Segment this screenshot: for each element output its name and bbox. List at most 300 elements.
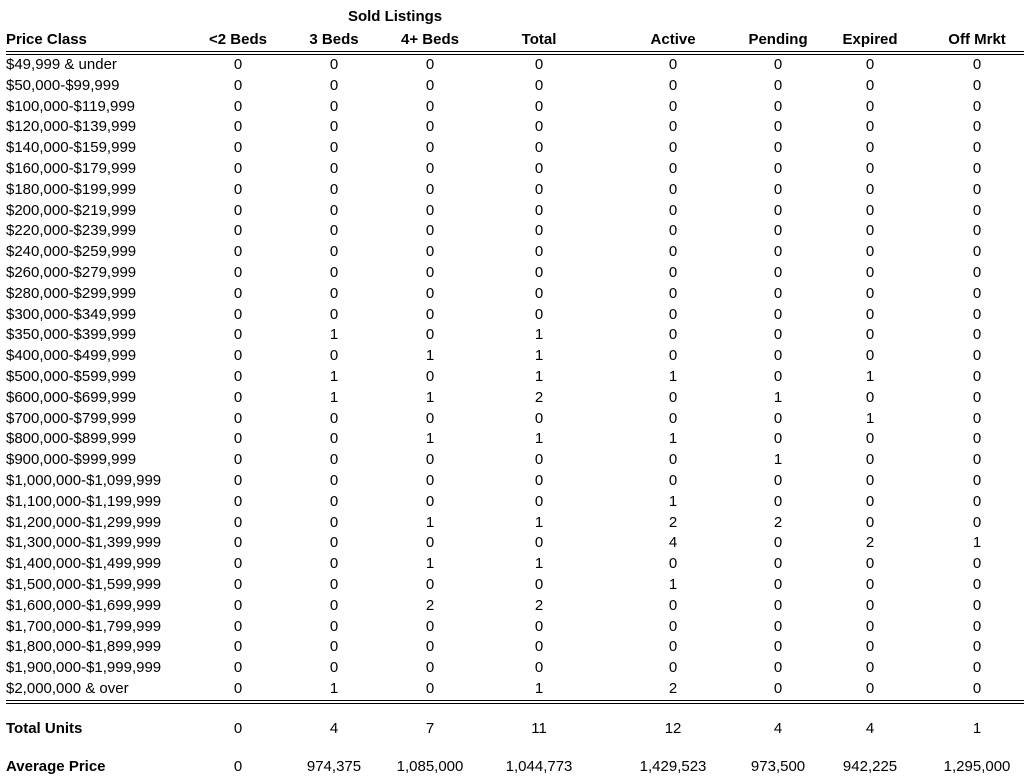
value-cell: 0 (773, 409, 783, 427)
price-class-cell: $220,000-$239,999 (6, 222, 137, 240)
value-cell: 0 (773, 430, 783, 448)
column-header: <2 Beds (190, 28, 286, 53)
value-cell: 0 (425, 76, 435, 94)
value-cell: 0 (865, 118, 875, 136)
value-cell: 0 (233, 201, 243, 219)
price-class-cell: $1,800,000-$1,899,999 (6, 638, 162, 656)
value-cell: 1 (534, 347, 544, 365)
total-units-row (6, 702, 1024, 754)
table-row (6, 97, 1024, 118)
value-cell: 0 (972, 243, 982, 261)
price-class-cell: $1,400,000-$1,499,999 (6, 555, 162, 573)
price-class-cell: $120,000-$139,999 (6, 118, 137, 136)
value-cell: 0 (972, 492, 982, 510)
price-class-cell: $180,000-$199,999 (6, 180, 137, 198)
total-units-value: 4 (773, 720, 783, 738)
value-cell: 1 (668, 367, 678, 385)
price-class-cell: $1,900,000-$1,999,999 (6, 659, 162, 677)
value-cell: 0 (233, 409, 243, 427)
table-row (6, 263, 1024, 284)
value-cell: 1 (534, 367, 544, 385)
value-cell: 0 (425, 659, 435, 677)
value-cell: 0 (425, 575, 435, 593)
table-row (6, 637, 1024, 658)
value-cell: 1 (773, 388, 783, 406)
table-row (6, 138, 1024, 159)
value-cell: 1 (329, 367, 339, 385)
value-cell: 0 (972, 388, 982, 406)
value-cell: 0 (534, 492, 544, 510)
value-cell: 2 (865, 534, 875, 552)
value-cell: 0 (668, 451, 678, 469)
value-cell: 0 (865, 513, 875, 531)
value-cell: 0 (972, 596, 982, 614)
value-cell: 0 (534, 76, 544, 94)
value-cell: 0 (668, 555, 678, 573)
value-cell: 2 (534, 388, 544, 406)
value-cell: 0 (865, 575, 875, 593)
total-units-value: 7 (425, 720, 435, 738)
value-cell: 0 (425, 617, 435, 635)
value-cell: 0 (329, 659, 339, 677)
value-cell: 0 (865, 284, 875, 302)
value-cell: 0 (534, 159, 544, 177)
value-cell: 0 (233, 617, 243, 635)
value-cell: 0 (425, 492, 435, 510)
group-header-spacer-right (600, 4, 1024, 28)
value-cell: 0 (972, 56, 982, 73)
value-cell: 0 (668, 659, 678, 677)
value-cell: 0 (233, 222, 243, 240)
table-row (6, 596, 1024, 617)
value-cell: 0 (534, 180, 544, 198)
table-row (6, 305, 1024, 326)
value-cell: 0 (773, 305, 783, 323)
value-cell: 0 (865, 243, 875, 261)
price-class-cell: $900,000-$999,999 (6, 451, 137, 469)
value-cell: 0 (668, 159, 678, 177)
value-cell: 1 (286, 679, 382, 702)
value-cell: 0 (668, 326, 678, 344)
value-cell: 0 (329, 638, 339, 656)
value-cell: 0 (972, 617, 982, 635)
price-class-cell: $350,000-$399,999 (6, 326, 137, 344)
value-cell: 0 (534, 659, 544, 677)
value-cell: 0 (773, 159, 783, 177)
value-cell: 0 (329, 180, 339, 198)
value-cell: 0 (329, 471, 339, 489)
value-cell: 0 (773, 326, 783, 344)
value-cell: 0 (746, 679, 810, 702)
value-cell: 0 (233, 555, 243, 573)
value-cell: 0 (329, 596, 339, 614)
average-price-value: 1,429,523 (639, 758, 707, 776)
value-cell: 0 (233, 284, 243, 302)
value-cell: 0 (534, 243, 544, 261)
table-row (6, 679, 1024, 702)
value-cell: 1 (534, 326, 544, 344)
value-cell: 0 (972, 305, 982, 323)
value-cell: 0 (773, 367, 783, 385)
value-cell: 0 (865, 180, 875, 198)
value-cell: 0 (668, 139, 678, 157)
value-cell: 0 (329, 575, 339, 593)
value-cell: 0 (534, 118, 544, 136)
table-row (6, 201, 1024, 222)
table-head (6, 4, 1024, 53)
value-cell: 0 (668, 305, 678, 323)
value-cell: 0 (773, 76, 783, 94)
value-cell: 0 (972, 118, 982, 136)
value-cell: 0 (233, 471, 243, 489)
value-cell: 0 (668, 97, 678, 115)
price-class-cell: $2,000,000 & over (6, 679, 190, 702)
average-price-value: 0 (233, 758, 243, 776)
value-cell: 0 (233, 575, 243, 593)
value-cell: 0 (972, 513, 982, 531)
value-cell: 0 (425, 159, 435, 177)
value-cell: 0 (972, 659, 982, 677)
value-cell: 0 (972, 409, 982, 427)
table-row (6, 575, 1024, 596)
value-cell: 0 (865, 56, 875, 73)
value-cell: 2 (534, 596, 544, 614)
column-header: Off Mrkt (930, 28, 1024, 53)
value-cell: 0 (972, 284, 982, 302)
value-cell: 0 (865, 326, 875, 344)
value-cell: 0 (534, 534, 544, 552)
column-header: Total (478, 28, 600, 53)
value-cell: 2 (773, 513, 783, 531)
value-cell: 0 (233, 451, 243, 469)
value-cell: 0 (425, 326, 435, 344)
total-units-value: 4 (329, 720, 339, 738)
value-cell: 0 (233, 305, 243, 323)
column-header: Expired (810, 28, 930, 53)
average-price-value: 1,044,773 (505, 758, 573, 776)
value-cell: 0 (534, 409, 544, 427)
value-cell: 0 (865, 555, 875, 573)
value-cell: 0 (233, 659, 243, 677)
value-cell: 0 (972, 367, 982, 385)
value-cell: 0 (668, 617, 678, 635)
value-cell: 0 (534, 575, 544, 593)
value-cell: 0 (972, 263, 982, 281)
value-cell: 0 (534, 97, 544, 115)
value-cell: 0 (668, 118, 678, 136)
value-cell: 0 (233, 139, 243, 157)
value-cell: 0 (773, 56, 783, 73)
table-foot (6, 702, 1024, 778)
value-cell: 0 (233, 326, 243, 344)
value-cell: 0 (773, 284, 783, 302)
table-row (6, 221, 1024, 242)
value-cell: 0 (972, 575, 982, 593)
value-cell: 0 (329, 284, 339, 302)
value-cell: 0 (233, 596, 243, 614)
value-cell: 1 (425, 347, 435, 365)
value-cell: 0 (233, 118, 243, 136)
value-cell: 1 (668, 575, 678, 593)
value-cell: 0 (773, 534, 783, 552)
value-cell: 0 (534, 638, 544, 656)
total-units-value: 4 (865, 720, 875, 738)
table-row (6, 53, 1024, 76)
value-cell: 0 (930, 679, 1024, 702)
value-cell: 0 (773, 222, 783, 240)
price-class-cell: $600,000-$699,999 (6, 388, 137, 406)
value-cell: 0 (865, 97, 875, 115)
total-units-label: Total Units (6, 720, 83, 738)
value-cell: 1 (534, 430, 544, 448)
value-cell: 1 (865, 409, 875, 427)
value-cell: 1 (972, 534, 982, 552)
average-price-value: 1,295,000 (943, 758, 1011, 776)
value-cell: 1 (668, 492, 678, 510)
average-price-value: 942,225 (842, 758, 898, 776)
value-cell: 0 (329, 347, 339, 365)
table-row (6, 117, 1024, 138)
average-price-value: 973,500 (750, 758, 806, 776)
total-units-value: 11 (531, 720, 547, 738)
value-cell: 0 (972, 201, 982, 219)
table-row (6, 533, 1024, 554)
value-cell: 0 (865, 263, 875, 281)
value-cell: 0 (773, 659, 783, 677)
price-class-cell: $1,700,000-$1,799,999 (6, 617, 162, 635)
average-price-row (6, 754, 1024, 778)
value-cell: 0 (534, 56, 544, 73)
value-cell: 0 (773, 638, 783, 656)
value-cell: 0 (865, 451, 875, 469)
value-cell: 0 (668, 243, 678, 261)
value-cell: 0 (534, 201, 544, 219)
value-cell: 2 (425, 596, 435, 614)
value-cell: 0 (233, 492, 243, 510)
price-class-cell: $500,000-$599,999 (6, 367, 137, 385)
value-cell: 0 (668, 222, 678, 240)
value-cell: 0 (329, 451, 339, 469)
value-cell: 0 (865, 388, 875, 406)
value-cell: 1 (478, 679, 600, 702)
table-row (6, 492, 1024, 513)
value-cell: 1 (865, 367, 875, 385)
value-cell: 0 (534, 451, 544, 469)
value-cell: 0 (773, 201, 783, 219)
table-row (6, 242, 1024, 263)
value-cell: 0 (773, 471, 783, 489)
value-cell: 0 (773, 118, 783, 136)
value-cell: 0 (233, 159, 243, 177)
value-cell: 0 (773, 139, 783, 157)
price-class-cell: $1,300,000-$1,399,999 (6, 534, 162, 552)
value-cell: 0 (425, 451, 435, 469)
value-cell: 0 (865, 347, 875, 365)
value-cell: 0 (233, 388, 243, 406)
value-cell: 0 (773, 596, 783, 614)
price-class-cell: $140,000-$159,999 (6, 139, 137, 157)
average-price-label: Average Price (6, 758, 106, 776)
value-cell: 1 (534, 513, 544, 531)
value-cell: 0 (233, 243, 243, 261)
price-class-cell: $300,000-$349,999 (6, 305, 137, 323)
total-units-value: 1 (972, 720, 982, 738)
average-price-value: 974,375 (306, 758, 362, 776)
average-price-value: 1,085,000 (396, 758, 464, 776)
table-row (6, 471, 1024, 492)
value-cell: 0 (425, 471, 435, 489)
value-cell: 0 (534, 617, 544, 635)
value-cell: 4 (668, 534, 678, 552)
table-row (6, 346, 1024, 367)
value-cell: 0 (773, 575, 783, 593)
value-cell: 0 (972, 430, 982, 448)
price-class-cell: $100,000-$119,999 (6, 97, 136, 115)
value-cell: 0 (865, 492, 875, 510)
column-header-price-class: Price Class (6, 28, 190, 53)
value-cell: 0 (233, 180, 243, 198)
table-row (6, 367, 1024, 388)
price-class-cell: $49,999 & under (6, 56, 117, 73)
sold-listings-table (6, 4, 1024, 778)
value-cell: 0 (668, 388, 678, 406)
value-cell: 1 (773, 451, 783, 469)
value-cell: 0 (534, 284, 544, 302)
value-cell: 0 (425, 243, 435, 261)
value-cell: 0 (668, 263, 678, 281)
value-cell: 0 (773, 180, 783, 198)
value-cell: 0 (425, 222, 435, 240)
table-row (6, 658, 1024, 679)
table-row (6, 513, 1024, 534)
value-cell: 0 (668, 56, 678, 73)
value-cell: 0 (329, 617, 339, 635)
value-cell: 0 (810, 679, 930, 702)
value-cell: 0 (865, 76, 875, 94)
price-class-cell: $800,000-$899,999 (6, 430, 137, 448)
value-cell: 0 (329, 97, 339, 115)
price-class-cell: $280,000-$299,999 (6, 284, 137, 302)
value-cell: 0 (425, 305, 435, 323)
value-cell: 0 (382, 679, 478, 702)
value-cell: 0 (972, 139, 982, 157)
total-units-value: 12 (664, 720, 682, 738)
value-cell: 1 (425, 430, 435, 448)
table-row (6, 325, 1024, 346)
value-cell: 0 (668, 638, 678, 656)
value-cell: 2 (600, 679, 746, 702)
price-class-cell: $260,000-$279,999 (6, 263, 137, 281)
value-cell: 0 (534, 263, 544, 281)
value-cell: 0 (972, 97, 982, 115)
value-cell: 0 (865, 430, 875, 448)
table-row (6, 284, 1024, 305)
column-header: Pending (746, 28, 810, 53)
value-cell: 0 (233, 56, 243, 73)
value-cell: 0 (972, 638, 982, 656)
value-cell: 0 (425, 409, 435, 427)
value-cell: 0 (190, 679, 286, 702)
column-header: 4+ Beds (382, 28, 478, 53)
value-cell: 0 (668, 409, 678, 427)
table-row (6, 450, 1024, 471)
price-class-cell: $1,000,000-$1,099,999 (6, 471, 162, 489)
value-cell: 0 (972, 347, 982, 365)
value-cell: 1 (425, 388, 435, 406)
value-cell: 0 (668, 596, 678, 614)
value-cell: 0 (773, 243, 783, 261)
value-cell: 0 (329, 118, 339, 136)
value-cell: 0 (329, 139, 339, 157)
value-cell: 0 (773, 347, 783, 365)
value-cell: 0 (865, 139, 875, 157)
price-class-cell: $160,000-$179,999 (6, 159, 137, 177)
table-row (6, 180, 1024, 201)
value-cell: 0 (425, 118, 435, 136)
value-cell: 0 (972, 471, 982, 489)
group-header-spacer-left (6, 4, 190, 28)
group-header-row (6, 4, 1024, 28)
value-cell: 0 (668, 284, 678, 302)
table-row (6, 388, 1024, 409)
value-cell: 0 (773, 263, 783, 281)
value-cell: 0 (425, 201, 435, 219)
value-cell: 0 (425, 139, 435, 157)
table-row (6, 429, 1024, 450)
value-cell: 0 (534, 222, 544, 240)
value-cell: 0 (329, 159, 339, 177)
value-cell: 0 (425, 97, 435, 115)
value-cell: 0 (425, 534, 435, 552)
value-cell: 0 (668, 471, 678, 489)
value-cell: 0 (972, 180, 982, 198)
value-cell: 0 (233, 430, 243, 448)
column-header-row (6, 28, 1024, 53)
value-cell: 0 (668, 180, 678, 198)
value-cell: 0 (668, 201, 678, 219)
value-cell: 0 (534, 139, 544, 157)
value-cell: 0 (233, 534, 243, 552)
value-cell: 1 (425, 513, 435, 531)
value-cell: 1 (668, 430, 678, 448)
price-class-cell: $200,000-$219,999 (6, 201, 137, 219)
value-cell: 1 (329, 388, 339, 406)
table-row (6, 409, 1024, 430)
value-cell: 0 (425, 638, 435, 656)
price-class-cell: $1,100,000-$1,199,999 (6, 492, 162, 510)
value-cell: 2 (668, 513, 678, 531)
value-cell: 0 (329, 56, 339, 73)
value-cell: 0 (972, 76, 982, 94)
group-header-title: Sold Listings (347, 7, 443, 25)
column-header: Active (600, 28, 746, 53)
price-class-cell: $240,000-$259,999 (6, 243, 137, 261)
price-class-cell: $700,000-$799,999 (6, 409, 137, 427)
value-cell: 0 (865, 638, 875, 656)
value-cell: 0 (865, 471, 875, 489)
value-cell: 0 (425, 284, 435, 302)
value-cell: 0 (972, 159, 982, 177)
value-cell: 0 (329, 513, 339, 531)
value-cell: 0 (233, 513, 243, 531)
price-class-cell: $400,000-$499,999 (6, 347, 137, 365)
value-cell: 0 (329, 430, 339, 448)
value-cell: 0 (773, 617, 783, 635)
value-cell: 0 (329, 492, 339, 510)
value-cell: 0 (972, 451, 982, 469)
table-row (6, 554, 1024, 575)
value-cell: 0 (773, 97, 783, 115)
